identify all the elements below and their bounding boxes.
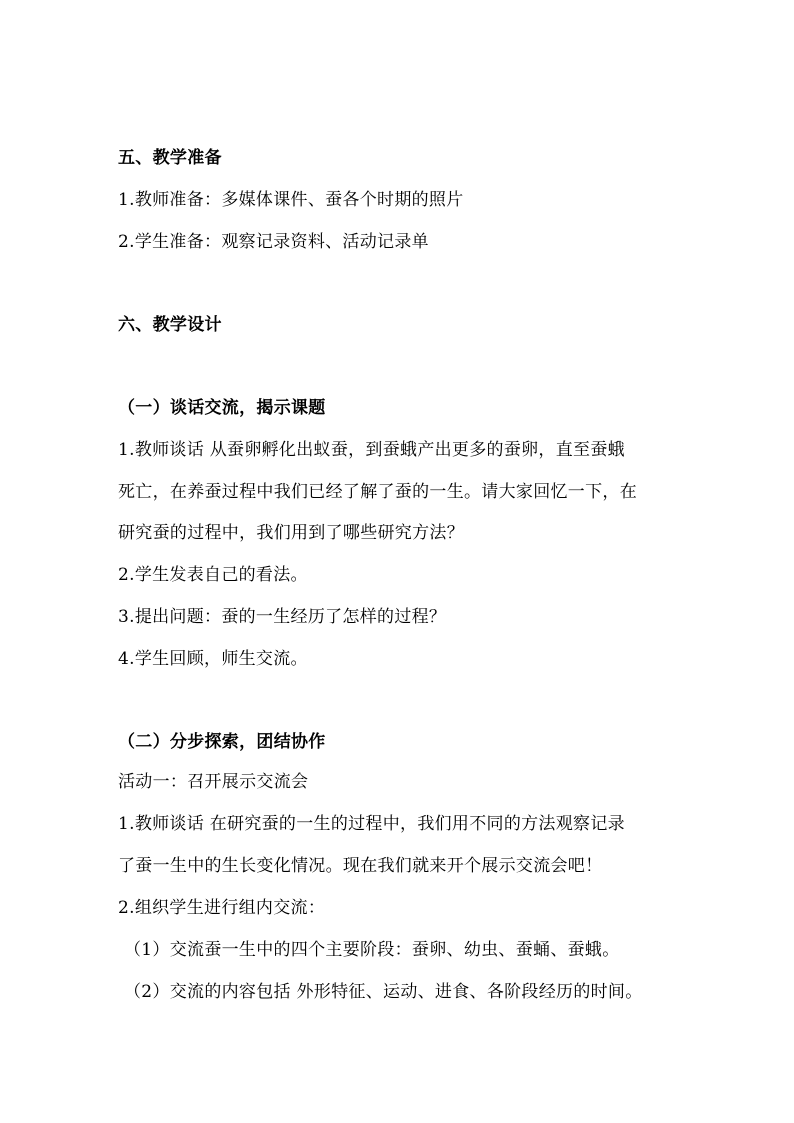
preparation-item-student: 2.学生准备：观察记录资料、活动记录单 [118, 232, 429, 252]
subsection-heading-2: （二）分步探索，团结协作 [118, 732, 326, 752]
section-heading-design: 六、教学设计 [118, 315, 222, 335]
paragraph-line: 2.学生发表自己的看法。 [118, 565, 308, 585]
list-item: （2）交流的内容包括 外形特征、运动、进食、各阶段经历的时间。 [124, 982, 643, 1002]
paragraph-line: 1.教师谈话 在研究蚕的一生的过程中，我们用不同的方法观察记录 [118, 814, 625, 834]
paragraph-line: 4.学生回顾，师生交流。 [118, 649, 308, 669]
paragraph-line: 研究蚕的过程中，我们用到了哪些研究方法？ [118, 523, 464, 543]
activity-title: 活动一：召开展示交流会 [118, 772, 309, 792]
list-item: （1）交流蚕一生中的四个主要阶段：蚕卵、幼虫、蚕蛹、蚕蛾。 [124, 940, 620, 960]
preparation-item-teacher: 1.教师准备：多媒体课件、蚕各个时期的照片 [118, 190, 464, 210]
paragraph-line: 1.教师谈话 从蚕卵孵化出蚁蚕，到蚕蛾产出更多的蚕卵，直至蚕蛾 [118, 440, 625, 460]
paragraph-line: 3.提出问题：蚕的一生经历了怎样的过程？ [118, 607, 447, 627]
paragraph-line: 了蚕一生中的生长变化情况。现在我们就来开个展示交流会吧！ [118, 856, 603, 876]
subsection-heading-1: （一）谈话交流，揭示课题 [118, 398, 326, 418]
paragraph-line: 2.组织学生进行组内交流： [118, 898, 326, 918]
section-heading-preparation: 五、教学准备 [118, 148, 222, 168]
paragraph-line: 死亡，在养蚕过程中我们已经了解了蚕的一生。请大家回忆一下，在 [118, 482, 637, 502]
